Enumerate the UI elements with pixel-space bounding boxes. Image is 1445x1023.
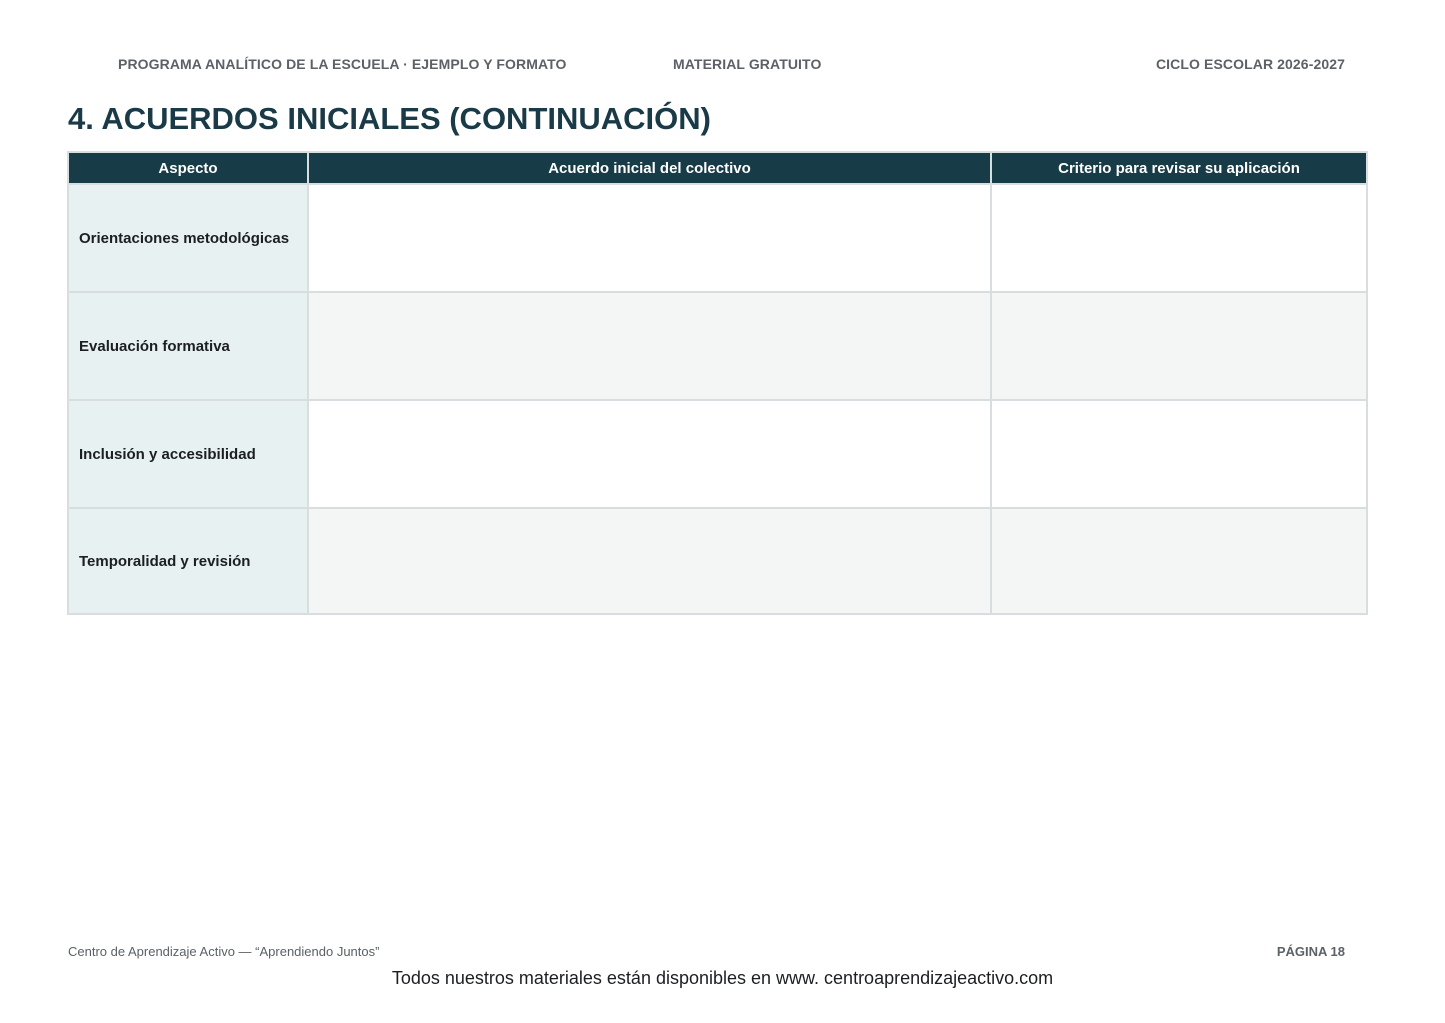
table-row bbox=[68, 184, 1367, 292]
table-row bbox=[68, 292, 1367, 400]
header-document-title: PROGRAMA ANALÍTICO DE LA ESCUELA · EJEMPLO Y FORMATO bbox=[118, 56, 567, 72]
row-aspect-label: Inclusión y accesibilidad bbox=[68, 400, 308, 508]
table-row bbox=[68, 400, 1367, 508]
agreement-cell[interactable] bbox=[308, 184, 991, 292]
column-header-aspect: Aspecto bbox=[68, 152, 308, 184]
criterion-cell[interactable] bbox=[991, 508, 1367, 614]
criterion-cell[interactable] bbox=[991, 292, 1367, 400]
header-free-material: MATERIAL GRATUITO bbox=[673, 56, 822, 72]
table-header-row bbox=[68, 152, 1367, 184]
row-aspect-label: Evaluación formativa bbox=[68, 292, 308, 400]
agreement-cell[interactable] bbox=[308, 292, 991, 400]
agreement-cell[interactable] bbox=[308, 400, 991, 508]
row-aspect-label: Orientaciones metodológicas bbox=[68, 184, 308, 292]
row-aspect-label: Temporalidad y revisión bbox=[68, 508, 308, 614]
column-header-criterion: Criterio para revisar su aplicación bbox=[991, 152, 1367, 184]
footer-organization: Centro de Aprendizaje Activo — “Aprendiendo Juntos” bbox=[68, 944, 380, 959]
header-school-cycle: CICLO ESCOLAR 2026-2027 bbox=[1155, 56, 1345, 72]
section-title: 4. ACUERDOS INICIALES (CONTINUACIÓN) bbox=[68, 101, 711, 136]
column-header-agreement: Acuerdo inicial del colectivo bbox=[308, 152, 991, 184]
agreements-table bbox=[67, 151, 1368, 615]
criterion-cell[interactable] bbox=[991, 184, 1367, 292]
footer-website-note: Todos nuestros materiales están disponibles en www. centroaprendizajeactivo.com bbox=[391, 968, 1054, 988]
agreement-cell[interactable] bbox=[308, 508, 991, 614]
footer-page-number: PÁGINA 18 bbox=[1276, 944, 1345, 959]
criterion-cell[interactable] bbox=[991, 400, 1367, 508]
table-row bbox=[68, 508, 1367, 614]
